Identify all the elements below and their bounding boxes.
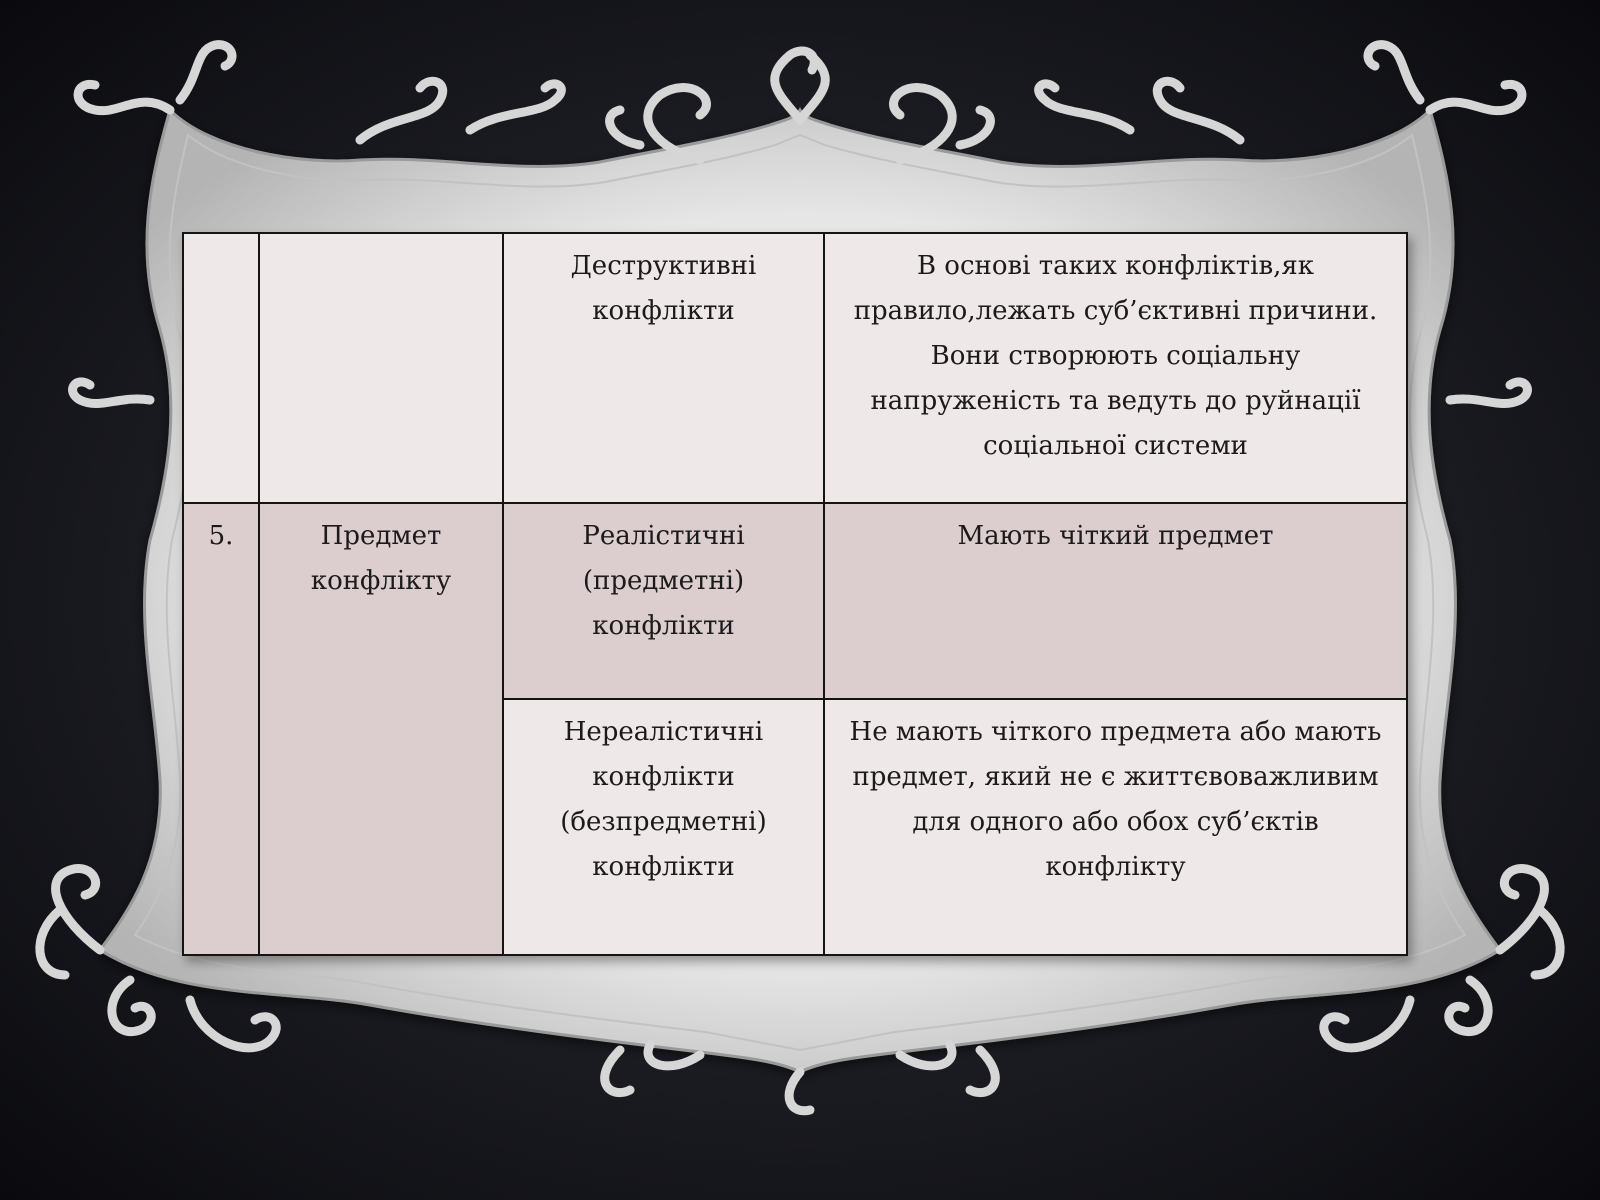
conflict-type-cell: Реалістичні (предметні) конфлікти <box>503 503 824 699</box>
table-row <box>183 503 1407 699</box>
table-row <box>183 233 1407 503</box>
conflict-types-table <box>182 232 1408 956</box>
row-number-cell <box>183 233 259 503</box>
conflict-type-cell: Нереалістичні конфлікти (безпредметні) конфлікти <box>503 699 824 955</box>
description-cell: Не мають чіткого предмета або мають предмет, який не є життєвоважливим для одного або обох суб’єктів конфлікту <box>824 699 1407 955</box>
description-cell: В основі таких конфліктів,як правило,лежать суб’єктивні причини. Вони створюють соціальну напруженість та ведуть до руйнації соціальної системи <box>824 233 1407 503</box>
description-cell: Мають чіткий предмет <box>824 503 1407 699</box>
criterion-cell: Предмет конфлікту <box>259 503 503 955</box>
row-number-cell: 5. <box>183 503 259 955</box>
criterion-cell <box>259 233 503 503</box>
conflict-type-cell: Деструктивні конфлікти <box>503 233 824 503</box>
